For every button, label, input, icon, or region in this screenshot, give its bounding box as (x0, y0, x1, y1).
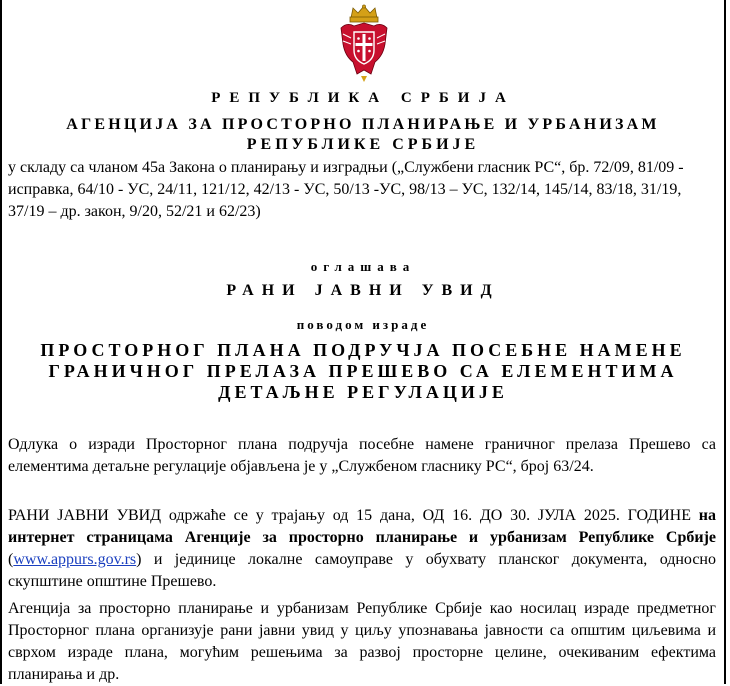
review-schedule-text: РАНИ ЈАВНИ УВИД одржаће се у трајању од 15 дана, ОД 16. ДО 30. ЈУЛА 2025. ГОДИНЕ (8, 507, 699, 524)
plan-title-line-3: ДЕТАЉНЕ РЕГУЛАЦИЈЕ (218, 382, 508, 402)
review-schedule-paragraph (8, 505, 716, 593)
agency-heading-line2: РЕПУБЛИКЕ СРБИЈЕ (246, 136, 480, 153)
review-location-bold: на интернет страницама Агенције за просторно планирање и урбанизам Републике Србије (8, 507, 716, 546)
serbian-coat-of-arms-icon (337, 4, 391, 84)
country-heading: РЕПУБЛИКА СРБИЈА (211, 90, 515, 106)
plan-title-line-1: ПРОСТОРНОГ ПЛАНА ПОДРУЧЈА ПОСЕБНЕ НАМЕНЕ (40, 340, 686, 360)
agency-heading: АГЕНЦИЈА ЗА ПРОСТОРНО ПЛАНИРАЊЕ И УРБАНИЗАМ (66, 116, 660, 133)
paren-open: ( (8, 551, 14, 568)
decision-paragraph: Одлука о изради Просторног плана подручја посебне намене граничног прелаза Прешево са елементима детаљне регулације објављена је у „Службеном гласнику РС“, број 63/24. (8, 436, 716, 475)
announces-label: оглашава (310, 259, 416, 274)
agency-purpose-paragraph: Агенција за просторно планирање и урбанизам Републике Србије као носилац израде предметног Просторног плана организује рани јавни увид у циљу упознавања јавности са општим циљевима и сврхом израде плана, могућим решењима за развој просторне целине, очекиваним ефектима планирања и др. (8, 600, 716, 683)
early-review-heading: РАНИ ЈАВНИ УВИД (226, 282, 500, 299)
occasion-label: поводом израде (296, 317, 430, 332)
plan-title-line-2: ГРАНИЧНОГ ПРЕЛАЗА ПРЕШЕВО СА ЕЛЕМЕНТИМА (48, 361, 678, 381)
plan-title (0, 340, 726, 403)
agency-website-link[interactable]: www.appurs.gov.rs (13, 551, 137, 568)
review-schedule-end: ) и јединице локалне самоуправе у обухвату планског документа, односно скупштине општине Прешево. (8, 551, 716, 590)
legal-preamble: у складу са чланом 45а Закона о планирању и изградњи („Службени гласник РС“, бр. 72/09, 81/09 - исправка, 64/10 - УС, 24/11, 121/12, 42/13 - УС, 50/13 -УС, 98/13 – УС, 132/14, 145/14, 83/18, 31/19, 37/19 – др. закон, 9/20, 52/21 и 62/23) (8, 159, 684, 220)
